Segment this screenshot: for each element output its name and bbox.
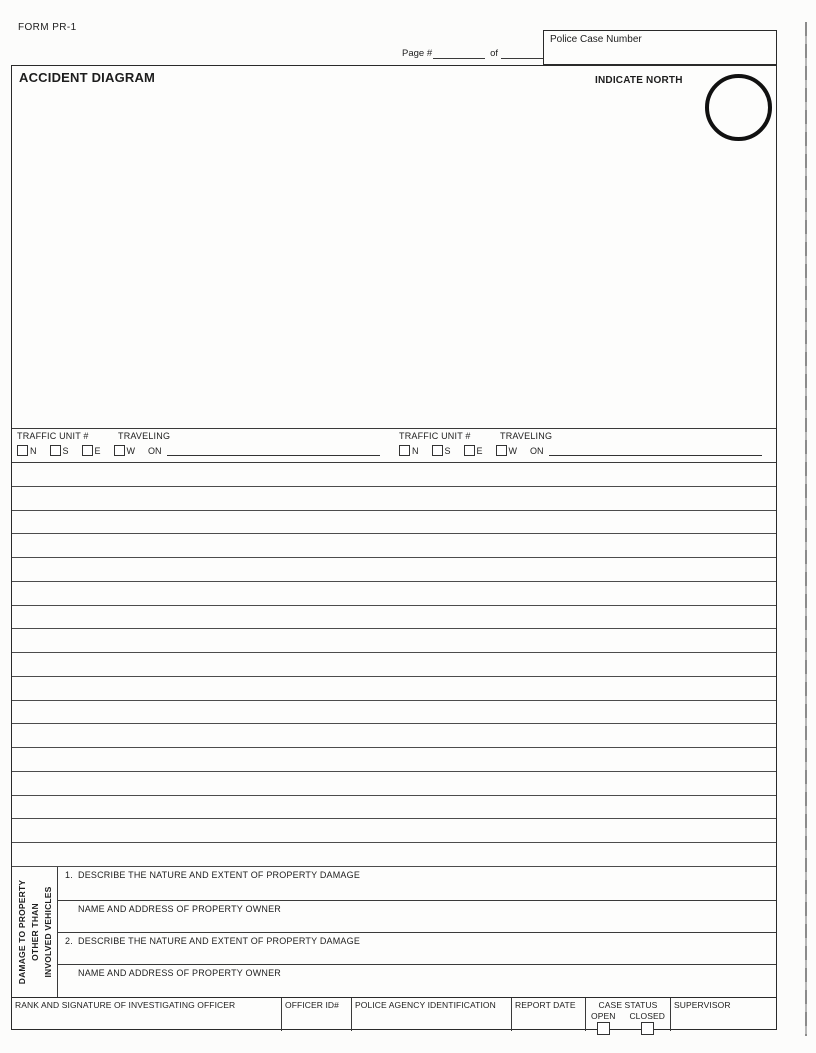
checkbox-north-label: N xyxy=(30,446,37,456)
checkbox-west-label: W xyxy=(508,446,518,456)
rank-signature-field[interactable] xyxy=(12,998,282,1031)
page-number-field[interactable] xyxy=(433,48,485,59)
traveling-label: TRAVELING xyxy=(500,431,553,441)
on-street-field[interactable] xyxy=(549,445,762,456)
accident-diagram-title: ACCIDENT DIAGRAM xyxy=(19,70,156,85)
officer-id-label: OFFICER ID# xyxy=(285,1000,339,1010)
checkbox-west[interactable] xyxy=(496,445,507,456)
narrative-line[interactable] xyxy=(12,701,776,725)
narrative-line[interactable] xyxy=(12,724,776,748)
police-agency-field[interactable] xyxy=(352,998,512,1031)
property-damage-2-label: DESCRIBE THE NATURE AND EXTENT OF PROPERTY DAMAGE xyxy=(78,936,361,946)
narrative-line[interactable] xyxy=(12,558,776,582)
on-label: ON xyxy=(148,446,162,456)
case-status-open-label: OPEN xyxy=(591,1011,616,1021)
narrative-line[interactable] xyxy=(12,629,776,653)
police-case-number-label: Police Case Number xyxy=(550,34,642,45)
case-status-closed-checkbox[interactable] xyxy=(641,1022,654,1035)
row-number: 2. xyxy=(65,936,73,946)
narrative-line[interactable] xyxy=(12,582,776,606)
police-case-number-box[interactable] xyxy=(543,30,777,65)
property-damage-section xyxy=(12,867,776,997)
checkbox-south[interactable] xyxy=(432,445,443,456)
traffic-unit-block-2 xyxy=(394,429,776,462)
checkbox-west[interactable] xyxy=(114,445,125,456)
narrative-line[interactable] xyxy=(12,772,776,796)
scan-page-edge-artifact xyxy=(805,22,807,1036)
row-number: 1. xyxy=(65,870,73,880)
property-damage-1-field[interactable] xyxy=(58,867,776,901)
property-owner-2-label: NAME AND ADDRESS OF PROPERTY OWNER xyxy=(78,968,282,978)
narrative-line[interactable] xyxy=(12,463,776,487)
officer-footer-row xyxy=(12,997,776,1031)
police-agency-label: POLICE AGENCY IDENTIFICATION xyxy=(355,1000,496,1010)
form-body xyxy=(11,65,777,1030)
case-status-cell xyxy=(586,998,671,1031)
checkbox-south[interactable] xyxy=(50,445,61,456)
checkbox-north-label: N xyxy=(412,446,419,456)
property-damage-1-label: DESCRIBE THE NATURE AND EXTENT OF PROPERTY DAMAGE xyxy=(78,870,361,880)
traffic-unit-block-1 xyxy=(12,429,394,462)
checkbox-south-label: S xyxy=(62,446,69,456)
checkbox-north[interactable] xyxy=(399,445,410,456)
narrative-line[interactable] xyxy=(12,511,776,535)
north-direction-circle[interactable] xyxy=(705,74,772,141)
case-status-closed-label: CLOSED xyxy=(629,1011,665,1021)
rank-signature-label: RANK AND SIGNATURE OF INVESTIGATING OFFICER xyxy=(15,1000,236,1010)
checkbox-east-label: E xyxy=(476,446,483,456)
case-status-open-checkbox[interactable] xyxy=(597,1022,610,1035)
page-label: Page # xyxy=(402,48,433,59)
property-damage-vertical-label-cell xyxy=(12,867,58,997)
traffic-unit-label: TRAFFIC UNIT # xyxy=(17,431,89,441)
narrative-line[interactable] xyxy=(12,487,776,511)
property-owner-2-field[interactable] xyxy=(58,965,776,997)
traffic-units-row xyxy=(12,429,776,463)
page-number-line xyxy=(402,48,559,59)
checkbox-east-label: E xyxy=(94,446,101,456)
on-label: ON xyxy=(530,446,544,456)
narrative-line[interactable] xyxy=(12,606,776,630)
case-status-label: CASE STATUS xyxy=(598,1000,658,1010)
accident-diagram-area[interactable] xyxy=(12,66,776,429)
form-id-label: FORM PR-1 xyxy=(18,22,77,33)
property-owner-1-field[interactable] xyxy=(58,901,776,933)
traffic-unit-label: TRAFFIC UNIT # xyxy=(399,431,471,441)
narrative-line[interactable] xyxy=(12,677,776,701)
checkbox-east[interactable] xyxy=(464,445,475,456)
narrative-line[interactable] xyxy=(12,534,776,558)
supervisor-field[interactable] xyxy=(671,998,776,1031)
property-damage-2-field[interactable] xyxy=(58,933,776,965)
narrative-line[interactable] xyxy=(12,819,776,843)
officer-id-field[interactable] xyxy=(282,998,352,1031)
traveling-label: TRAVELING xyxy=(118,431,171,441)
indicate-north-label: INDICATE NORTH xyxy=(595,75,683,86)
checkbox-west-label: W xyxy=(126,446,136,456)
report-date-label: REPORT DATE xyxy=(515,1000,576,1010)
report-date-field[interactable] xyxy=(512,998,586,1031)
narrative-line[interactable] xyxy=(12,796,776,820)
checkbox-north[interactable] xyxy=(17,445,28,456)
narrative-lines xyxy=(12,463,776,867)
narrative-line[interactable] xyxy=(12,653,776,677)
narrative-line[interactable] xyxy=(12,843,776,867)
checkbox-east[interactable] xyxy=(82,445,93,456)
narrative-line[interactable] xyxy=(12,748,776,772)
on-street-field[interactable] xyxy=(167,445,380,456)
checkbox-south-label: S xyxy=(444,446,451,456)
property-damage-vertical-label: DAMAGE TO PROPERTY OTHER THAN INVOLVED VEHICLES xyxy=(16,879,52,985)
supervisor-label: SUPERVISOR xyxy=(674,1000,731,1010)
page-of-label: of xyxy=(490,48,499,59)
property-owner-1-label: NAME AND ADDRESS OF PROPERTY OWNER xyxy=(78,904,282,914)
